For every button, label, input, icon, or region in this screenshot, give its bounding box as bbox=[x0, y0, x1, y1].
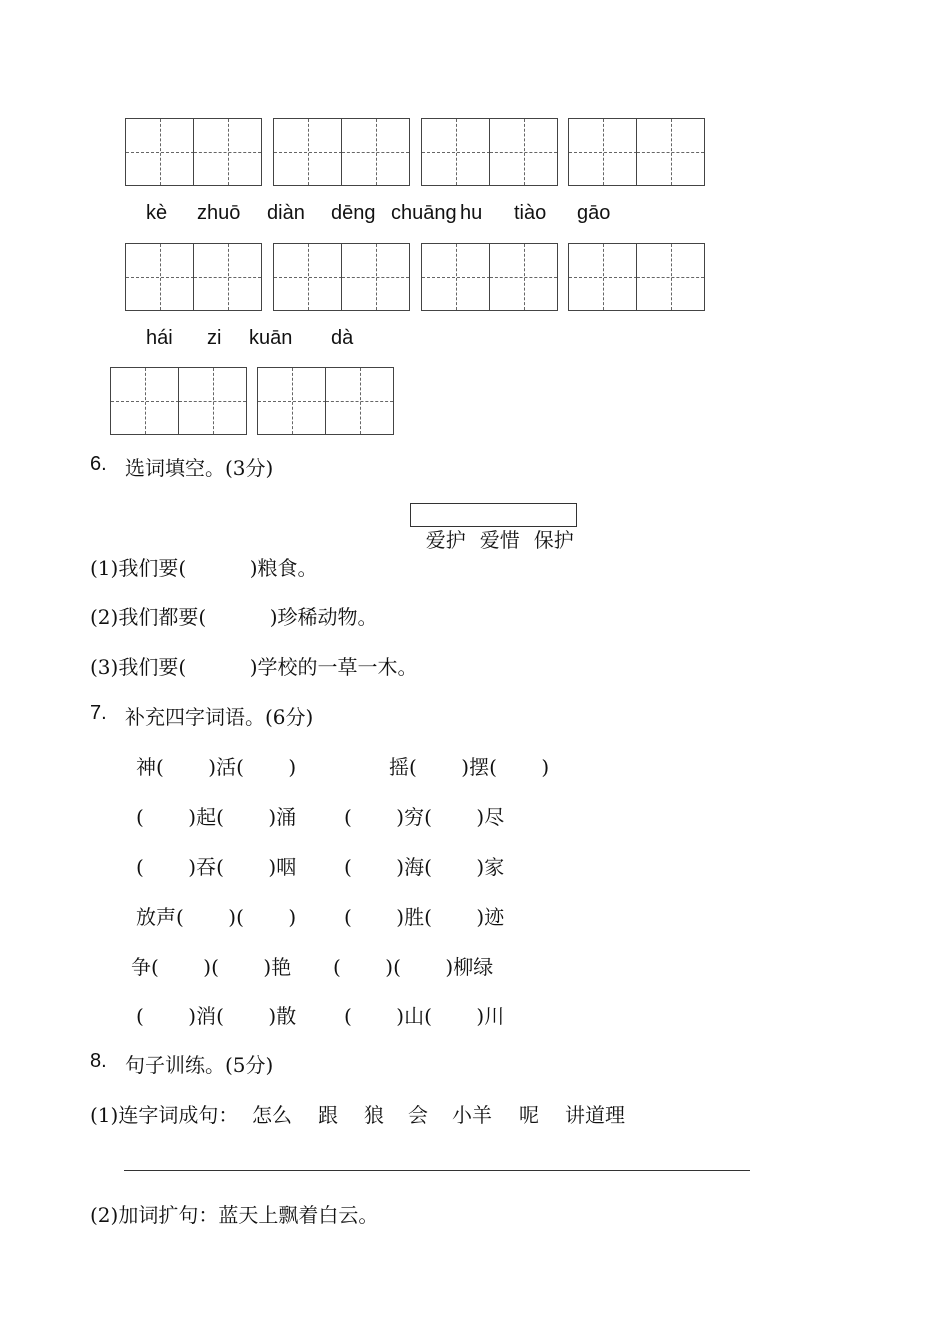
idiom-blank: ( )( )柳绿 bbox=[333, 955, 494, 979]
writing-box-r1-4[interactable] bbox=[568, 118, 705, 186]
writing-box-r3-1[interactable] bbox=[110, 367, 247, 435]
pinyin: hu bbox=[460, 202, 483, 224]
idiom-blank: ( )海( )家 bbox=[344, 855, 505, 879]
idiom-blank: 争( )( )艳 bbox=[131, 955, 292, 979]
fill-item: (1)我们要( )粮食。 bbox=[90, 556, 318, 580]
idiom-blank: ( )吞( )咽 bbox=[136, 855, 297, 879]
question-title: 句子训练。(5分) bbox=[125, 1053, 274, 1077]
answer-line[interactable] bbox=[124, 1170, 750, 1171]
writing-box-r1-1[interactable] bbox=[125, 118, 262, 186]
writing-box-r2-4[interactable] bbox=[568, 243, 705, 311]
question-title: 选词填空。(3分) bbox=[125, 456, 274, 480]
scrambled-word: 跟 bbox=[318, 1103, 338, 1127]
sentence-item: (2)加词扩句：蓝天上飘着白云。 bbox=[90, 1203, 379, 1227]
question-number: 6. bbox=[90, 453, 107, 475]
scrambled-word: 小羊 bbox=[452, 1103, 492, 1127]
question-number: 7. bbox=[90, 702, 107, 724]
scrambled-word: 怎么 bbox=[252, 1103, 292, 1127]
question-number: 8. bbox=[90, 1050, 107, 1072]
idiom-blank: 神( )活( ) bbox=[136, 755, 297, 779]
writing-box-r1-3[interactable] bbox=[421, 118, 558, 186]
pinyin: chuāng bbox=[391, 202, 457, 224]
writing-box-r2-2[interactable] bbox=[273, 243, 410, 311]
pinyin: zhuō bbox=[197, 202, 241, 224]
pinyin: dà bbox=[331, 327, 354, 349]
question-title: 补充四字词语。(6分) bbox=[125, 705, 314, 729]
pinyin: kuān bbox=[249, 327, 293, 349]
fill-item: (2)我们都要( )珍稀动物。 bbox=[90, 605, 378, 629]
scrambled-word: 会 bbox=[408, 1103, 428, 1127]
writing-box-r3-2[interactable] bbox=[257, 367, 394, 435]
idiom-blank: ( )山( )川 bbox=[344, 1004, 505, 1028]
pinyin: gāo bbox=[577, 202, 611, 224]
pinyin: tiào bbox=[514, 202, 547, 224]
pinyin: kè bbox=[146, 202, 168, 224]
word-bank bbox=[410, 503, 577, 552]
word-option: 保护 bbox=[533, 528, 574, 552]
writing-box-r2-3[interactable] bbox=[421, 243, 558, 311]
scrambled-word: 呢 bbox=[519, 1103, 539, 1127]
idiom-blank: ( )穷( )尽 bbox=[344, 805, 505, 829]
scrambled-word: 狼 bbox=[364, 1103, 384, 1127]
idiom-blank: ( )起( )涌 bbox=[136, 805, 297, 829]
writing-box-r1-2[interactable] bbox=[273, 118, 410, 186]
idiom-blank: ( )消( )散 bbox=[136, 1004, 297, 1028]
word-option: 爱护 bbox=[425, 528, 466, 552]
scrambled-word: 讲道理 bbox=[565, 1103, 625, 1127]
writing-box-r2-1[interactable] bbox=[125, 243, 262, 311]
idiom-blank: ( )胜( )迹 bbox=[344, 905, 505, 929]
word-option: 爱惜 bbox=[479, 528, 520, 552]
pinyin: dēng bbox=[331, 202, 376, 224]
pinyin: zi bbox=[207, 327, 222, 349]
fill-item: (3)我们要( )学校的一草一木。 bbox=[90, 655, 418, 679]
pinyin: diàn bbox=[267, 202, 305, 224]
sentence-item-label: (1)连字词成句： bbox=[90, 1103, 239, 1127]
idiom-blank: 放声( )( ) bbox=[136, 905, 297, 929]
idiom-blank: 摇( )摆( ) bbox=[389, 755, 550, 779]
pinyin: hái bbox=[146, 327, 173, 349]
